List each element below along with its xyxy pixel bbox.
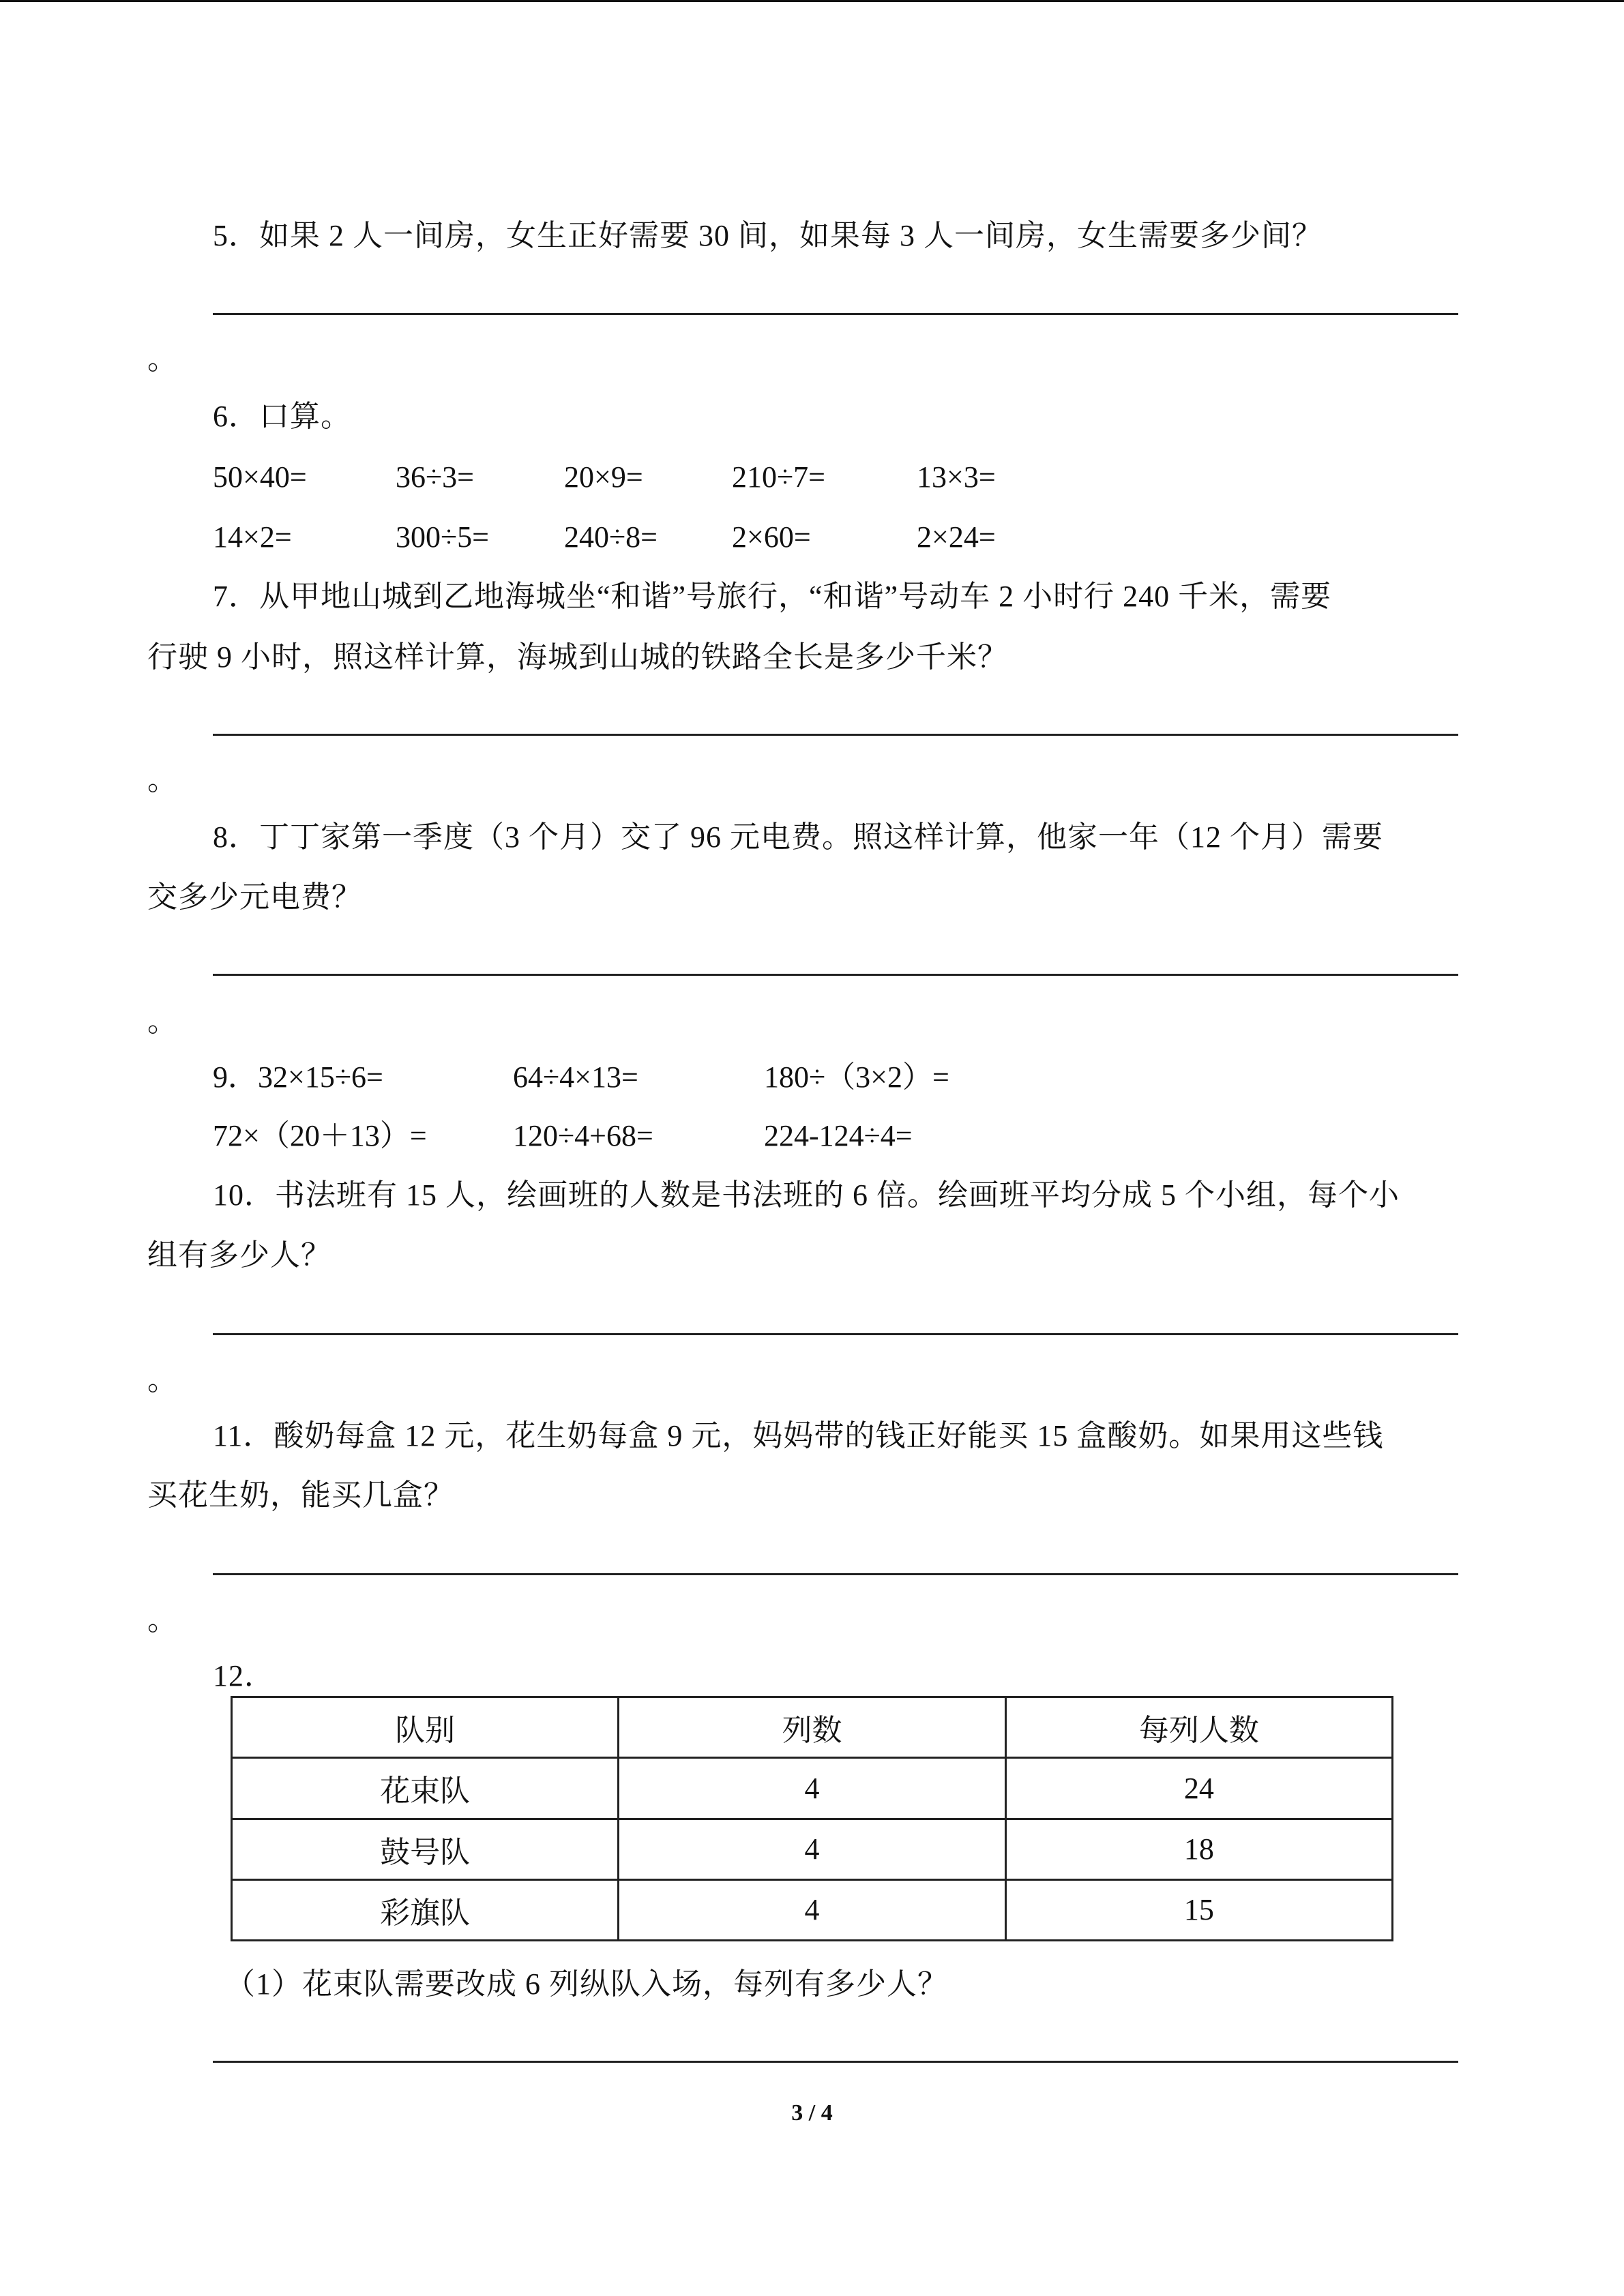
oral-calc-2-4: 2×60= xyxy=(732,520,811,554)
column-count: 4 xyxy=(619,1758,1005,1819)
answer-end-mark-7: 。 xyxy=(147,763,177,796)
oral-calc-1-1: 50×40= xyxy=(213,460,307,494)
question-7-line-2: 行驶 9 小时，照这样计算，海城到山城的铁路全长是多少千米？ xyxy=(147,640,1008,674)
question-5: 5．如果 2 人一间房，女生正好需要 30 间，如果每 3 人一间房，女生需要多少间？ xyxy=(213,219,1323,252)
question-9-calc-3: 180÷（3×2）= xyxy=(764,1060,949,1094)
table-row xyxy=(232,1819,1393,1879)
question-7-line-1: 7．从甲地山城到乙地海城坐“和谐”号旅行，“和谐”号动车 2 小时行 240 千米，需要 xyxy=(213,580,1332,613)
question-9-calc-4: 72×（20＋13）= xyxy=(213,1119,427,1152)
answer-end-mark-11: 。 xyxy=(147,1603,177,1637)
team-name: 彩旗队 xyxy=(232,1879,619,1940)
answer-end-mark-8: 。 xyxy=(147,1004,177,1038)
answer-line-11[interactable] xyxy=(213,1573,1458,1575)
page-number: 3 / 4 xyxy=(791,2100,833,2126)
column-count: 4 xyxy=(619,1819,1005,1879)
page-top-border xyxy=(0,0,1624,2)
header-team: 队别 xyxy=(232,1697,619,1758)
people-per-column: 15 xyxy=(1005,1879,1392,1940)
question-12-sub-1: （1）花束队需要改成 6 列纵队入场，每列有多少人？ xyxy=(225,1967,948,2001)
answer-line-12-1[interactable] xyxy=(213,2061,1458,2063)
answer-end-mark-5: 。 xyxy=(147,342,177,376)
team-name: 鼓号队 xyxy=(232,1819,619,1879)
question-9-calc-6: 224-124÷4= xyxy=(764,1119,913,1152)
question-8-line-2: 交多少元电费？ xyxy=(147,880,362,914)
people-per-column: 24 xyxy=(1005,1758,1392,1819)
oral-calc-2-1: 14×2= xyxy=(213,520,292,554)
column-count: 4 xyxy=(619,1879,1005,1940)
table-header-row xyxy=(232,1697,1393,1758)
oral-calc-2-2: 300÷5= xyxy=(396,520,489,554)
table-row xyxy=(232,1879,1393,1940)
answer-line-5[interactable] xyxy=(213,313,1458,315)
question-10-line-1: 10．书法班有 15 人，绘画班的人数是书法班的 6 倍。绘画班平均分成 5 个小组，每个小 xyxy=(213,1178,1400,1212)
people-per-column: 18 xyxy=(1005,1819,1392,1879)
question-8-line-1: 8．丁丁家第一季度（3 个月）交了 96 元电费。照这样计算，他家一年（12 个月）需要 xyxy=(213,820,1383,854)
question-12-label: 12． xyxy=(213,1659,275,1693)
oral-calc-1-4: 210÷7= xyxy=(732,460,825,494)
question-11-line-2: 买花生奶，能买几盒？ xyxy=(147,1478,454,1512)
question-9-calc-1: 9．32×15÷6= xyxy=(213,1060,383,1094)
oral-calc-1-5: 13×3= xyxy=(917,460,996,494)
oral-calc-2-3: 240÷8= xyxy=(564,520,658,554)
oral-calc-1-2: 36÷3= xyxy=(396,460,474,494)
header-people-per-column: 每列人数 xyxy=(1005,1697,1392,1758)
answer-line-7[interactable] xyxy=(213,734,1458,736)
team-name: 花束队 xyxy=(232,1758,619,1819)
oral-calc-2-5: 2×24= xyxy=(917,520,996,554)
answer-line-8[interactable] xyxy=(213,974,1458,976)
oral-calc-1-3: 20×9= xyxy=(564,460,643,494)
question-10-line-2: 组有多少人？ xyxy=(147,1238,331,1272)
question-11-line-1: 11．酸奶每盒 12 元，花生奶每盒 9 元，妈妈带的钱正好能买 15 盒酸奶。如果用这些钱 xyxy=(213,1419,1384,1452)
team-table xyxy=(231,1696,1393,1941)
answer-line-10[interactable] xyxy=(213,1333,1458,1335)
question-9-calc-5: 120÷4+68= xyxy=(513,1119,653,1152)
answer-end-mark-10: 。 xyxy=(147,1363,177,1397)
table-row xyxy=(232,1758,1393,1819)
header-columns: 列数 xyxy=(619,1697,1005,1758)
question-6-title: 6．口算。 xyxy=(213,400,351,433)
question-9-calc-2: 64÷4×13= xyxy=(513,1060,638,1094)
